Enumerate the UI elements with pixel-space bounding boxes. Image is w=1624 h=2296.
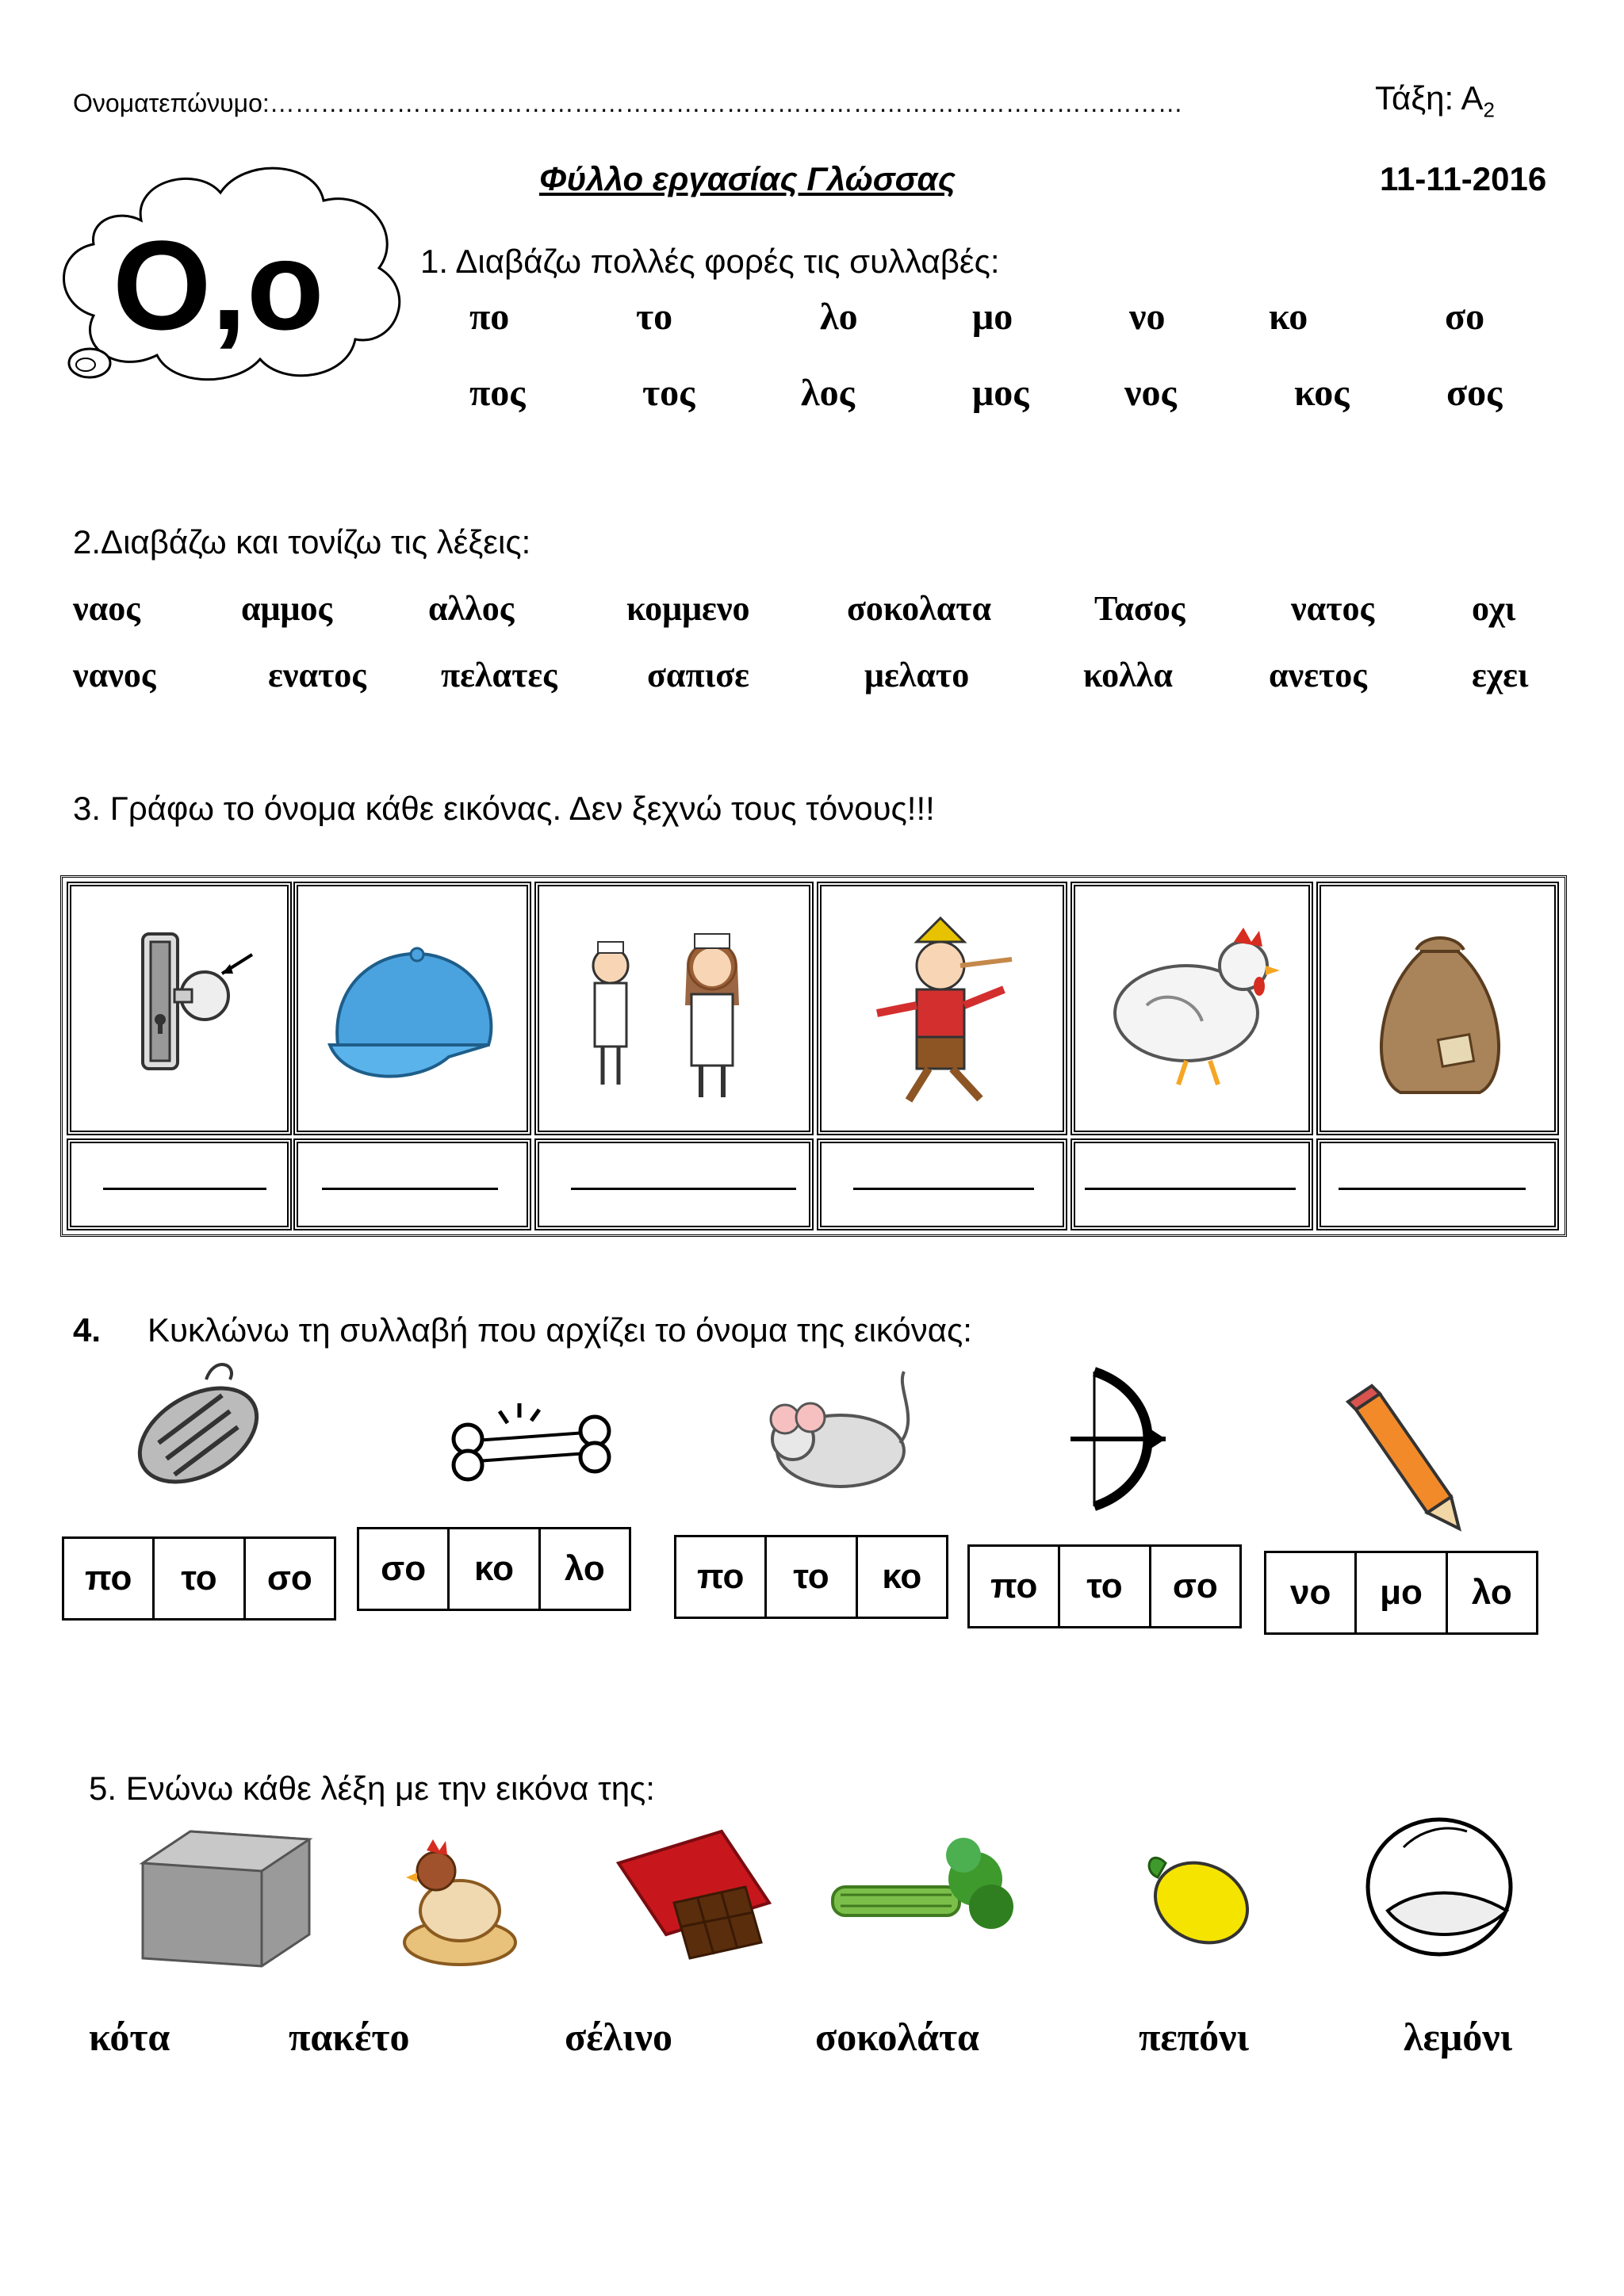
picture-cell bbox=[1316, 882, 1559, 1135]
syllable: μο bbox=[972, 296, 1013, 338]
syllable-option[interactable]: νο bbox=[1266, 1553, 1357, 1632]
cap-icon bbox=[298, 886, 527, 1131]
syllable-option[interactable]: το bbox=[155, 1539, 245, 1618]
word-label[interactable]: σοκολάτα bbox=[815, 2015, 979, 2059]
syllable: λο bbox=[820, 296, 858, 338]
syllable-option[interactable]: το bbox=[1060, 1547, 1151, 1626]
hen-icon bbox=[1075, 886, 1308, 1131]
name-line[interactable]: Ονοματεπώνυμο:……………………………………………………………………………………………… bbox=[73, 89, 1183, 117]
picture-cell bbox=[1071, 882, 1313, 1135]
word-label[interactable]: κότα bbox=[89, 2015, 170, 2059]
syllable: τος bbox=[642, 372, 695, 414]
syllable-option[interactable]: κο bbox=[450, 1529, 540, 1609]
syllable-option[interactable]: το bbox=[767, 1537, 857, 1617]
syllable: σος bbox=[1446, 372, 1503, 414]
syllable-option[interactable]: σο bbox=[266, 1559, 312, 1598]
syllable: λος bbox=[801, 372, 855, 414]
class-label bbox=[1375, 79, 1495, 122]
word: πελατες bbox=[441, 656, 557, 695]
word: κολλα bbox=[1083, 656, 1173, 695]
pinocchio-icon bbox=[822, 886, 1063, 1131]
syllable-options bbox=[1264, 1551, 1538, 1635]
answer-line[interactable] bbox=[322, 1188, 498, 1190]
bone-icon bbox=[444, 1395, 619, 1506]
word: σοκολατα bbox=[847, 589, 992, 628]
syllable-options bbox=[62, 1536, 336, 1621]
word: ανετος bbox=[1269, 656, 1367, 695]
syllable-option[interactable]: μο bbox=[1357, 1553, 1447, 1632]
word: νατος bbox=[1291, 589, 1375, 628]
sack-icon bbox=[1321, 886, 1554, 1131]
answer-line[interactable] bbox=[103, 1188, 266, 1190]
lemon-icon bbox=[1126, 1823, 1269, 1966]
syllable-option[interactable]: κο bbox=[882, 1557, 922, 1596]
syllable: νο bbox=[1129, 296, 1166, 338]
word: ναος bbox=[73, 589, 140, 628]
syllable-options bbox=[967, 1544, 1242, 1628]
syllable: πο bbox=[469, 296, 510, 338]
syllable-option[interactable]: λο bbox=[564, 1549, 605, 1588]
ex5-title: 5. Ενώνω κάθε λέξη με την εικόνα της: bbox=[89, 1770, 655, 1807]
nurse-icon bbox=[539, 886, 809, 1131]
class-text: Τάξη: Α bbox=[1375, 79, 1484, 117]
answer-cell[interactable] bbox=[1071, 1138, 1313, 1230]
shoe-sole-icon bbox=[119, 1348, 285, 1506]
answer-cell[interactable] bbox=[67, 1138, 292, 1230]
answer-cell[interactable] bbox=[534, 1138, 814, 1230]
syllable: κο bbox=[1269, 296, 1308, 338]
word: νανος bbox=[73, 656, 156, 695]
pencil-icon bbox=[1332, 1378, 1475, 1536]
answer-line[interactable] bbox=[571, 1188, 796, 1190]
syllable-option[interactable]: σο bbox=[359, 1529, 450, 1609]
word-label[interactable]: σέλινο bbox=[565, 2015, 672, 2059]
syllable: νος bbox=[1124, 372, 1177, 414]
letter-title: Ο,ο bbox=[113, 214, 324, 356]
answer-cell[interactable] bbox=[293, 1138, 531, 1230]
ex3-title: 3. Γράφω το όνομα κάθε εικόνας. Δεν ξεχνώ τους τόνους!!! bbox=[73, 790, 935, 827]
box-icon bbox=[127, 1816, 325, 1974]
ex4-title: Κυκλώνω τη συλλαβή που αρχίζει το όνομα της εικόνας: bbox=[147, 1311, 972, 1349]
door-knob-icon bbox=[71, 886, 287, 1131]
answer-line[interactable] bbox=[1339, 1188, 1526, 1190]
picture-cell bbox=[534, 882, 814, 1135]
picture-cell bbox=[67, 882, 292, 1135]
word: ενατος bbox=[268, 656, 366, 695]
chocolate-icon bbox=[603, 1816, 785, 1974]
word: αλλος bbox=[428, 589, 515, 628]
bow-arrow-icon bbox=[1055, 1364, 1182, 1514]
melon-icon bbox=[1348, 1800, 1530, 1966]
ex1-title: 1. Διαβάζω πολλές φορές τις συλλαβές: bbox=[420, 243, 1000, 280]
answer-line[interactable] bbox=[853, 1188, 1034, 1190]
word-label[interactable]: πακέτο bbox=[289, 2015, 410, 2059]
word: εχει bbox=[1472, 656, 1529, 695]
syllable: σο bbox=[1445, 296, 1485, 338]
syllable: πος bbox=[469, 372, 526, 414]
celery-icon bbox=[825, 1816, 1015, 1974]
syllable-option[interactable]: πο bbox=[676, 1537, 767, 1617]
mouse-icon bbox=[745, 1364, 920, 1506]
syllable: το bbox=[636, 296, 673, 338]
syllable-options bbox=[357, 1527, 631, 1611]
hen-nest-icon bbox=[389, 1816, 531, 1974]
word: μελατο bbox=[864, 656, 970, 695]
word: αμμος bbox=[241, 589, 333, 628]
word: Τασος bbox=[1094, 589, 1185, 628]
answer-cell[interactable] bbox=[817, 1138, 1067, 1230]
syllable-option[interactable]: λο bbox=[1471, 1573, 1512, 1612]
word: σαπισε bbox=[647, 656, 749, 695]
word: κομμενο bbox=[626, 589, 750, 628]
ex4-number bbox=[73, 1311, 101, 1349]
answer-cell[interactable] bbox=[1316, 1138, 1559, 1230]
syllable: κος bbox=[1294, 372, 1350, 414]
word: οχι bbox=[1472, 589, 1516, 628]
word-label[interactable]: λεμόνι bbox=[1404, 2015, 1513, 2059]
word-label[interactable]: πεπόνι bbox=[1139, 2015, 1249, 2059]
page-title: Φύλλο εργασίας Γλώσσας bbox=[539, 160, 956, 197]
syllable-option[interactable]: πο bbox=[64, 1539, 155, 1618]
syllable-option[interactable]: σο bbox=[1172, 1567, 1218, 1605]
ex2-title: 2.Διαβάζω και τονίζω τις λέξεις: bbox=[73, 523, 531, 561]
class-subscript: 2 bbox=[1483, 98, 1495, 122]
date: 11-11-2016 bbox=[1380, 160, 1547, 197]
syllable: μος bbox=[972, 372, 1029, 414]
answer-line[interactable] bbox=[1085, 1188, 1296, 1190]
syllable-options bbox=[674, 1535, 948, 1619]
ex4-num: 4. bbox=[73, 1311, 102, 1349]
picture-cell bbox=[817, 882, 1067, 1135]
syllable-option[interactable]: πο bbox=[970, 1547, 1060, 1626]
picture-cell bbox=[293, 882, 531, 1135]
